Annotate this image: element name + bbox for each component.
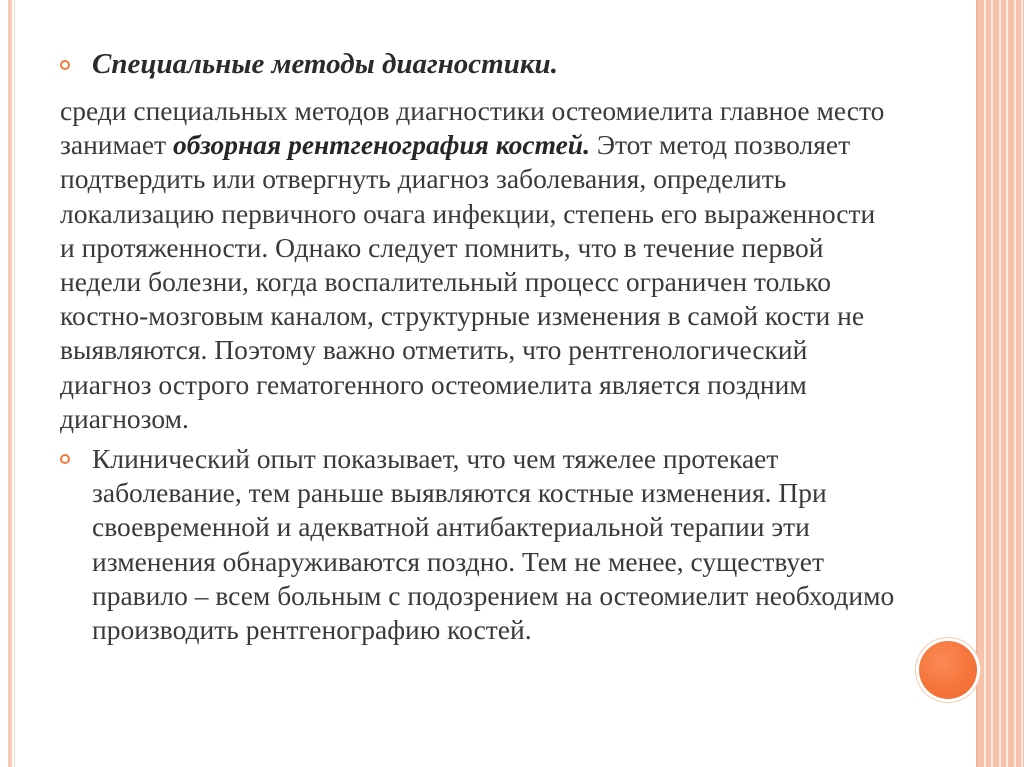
paragraph-xray-intro: среди специальных методов диагностики остеомиелита главное место занимает <box>60 95 885 161</box>
bullet-circle-icon <box>60 60 70 70</box>
orange-circle-icon <box>919 641 977 699</box>
slide-heading: Специальные методы диагностики. <box>92 48 558 80</box>
right-frame-stripes <box>978 0 1024 767</box>
paragraph-xray-body: Этот метод позволяет подтвердить или отвергнуть диагноз заболевания, определить локализацию первичного очага инфекции, степень его выраженности и протяженности. Однако следует помнить, что в течение первой недели болезни, когда воспалительный процесс ограничен только костно-мозговым каналом, структурные изменения в самой кости не выявляются. Поэтому важно отметить, что рентгенологический диагноз острого гематогенного остеомиелита является поздним диагнозом. <box>60 129 876 434</box>
heading-row <box>60 46 910 82</box>
paragraph-xray <box>60 94 890 436</box>
paragraph-xray-emphasis: обзорная рентгенография костей. <box>173 129 590 161</box>
left-frame-stripe <box>8 0 12 767</box>
clinical-experience-row <box>60 442 910 647</box>
paragraph-clinical-experience: Клинический опыт показывает, что чем тяжелее протекает заболевание, тем раньше выявляются костные изменения. При своевременной и адекватной антибактериальной терапии эти изменения обнаруживаются поздно. Тем не менее, существует правило – всем больным с подозрением на остеомиелит необходимо производить рентгенографию костей. <box>92 443 895 646</box>
slide-content <box>60 46 910 647</box>
right-frame-inner-stripe <box>976 0 978 767</box>
bullet-circle-icon <box>60 454 70 464</box>
left-frame-thin-stripe <box>14 0 15 767</box>
